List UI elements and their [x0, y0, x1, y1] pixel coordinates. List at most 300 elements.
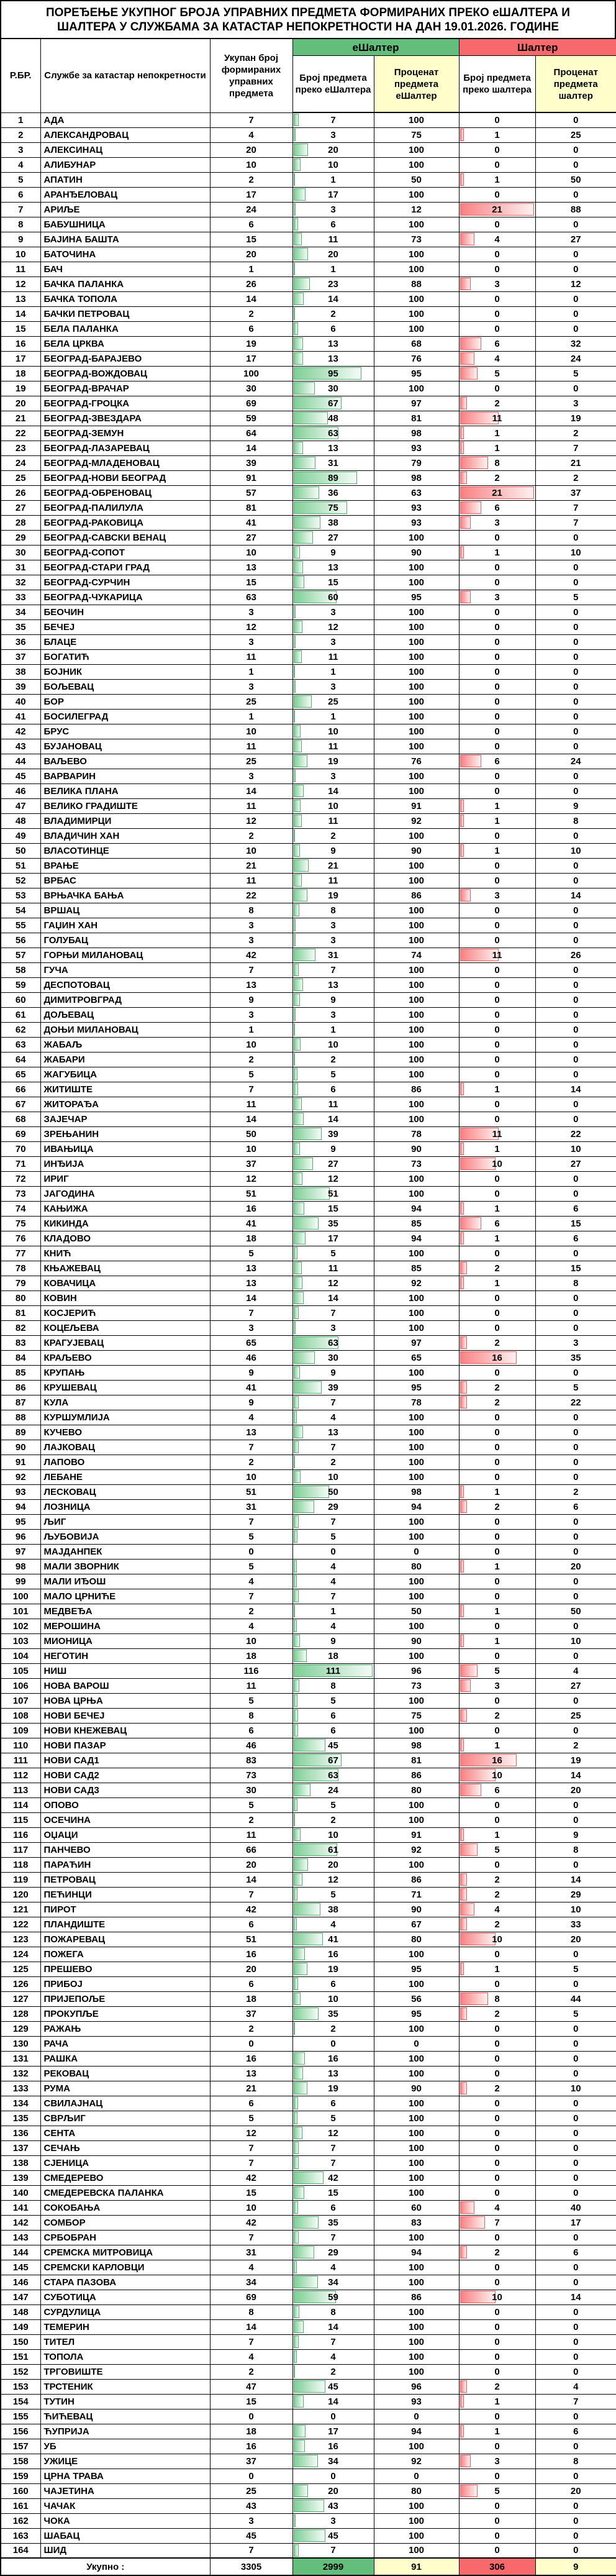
- green-data-bar: [294, 1277, 302, 1289]
- eshalter-percent: 100: [374, 769, 459, 783]
- eshalter-count: [292, 2111, 374, 2126]
- eshalter-count: [292, 500, 374, 515]
- green-data-bar: [294, 755, 307, 767]
- total-formed-count: 4: [210, 1574, 292, 1589]
- table-row: [1, 649, 616, 664]
- table-row: [1, 455, 616, 470]
- service-name: ТИТЕЛ: [40, 2334, 210, 2349]
- eshalter-count: [292, 2349, 374, 2364]
- shalter-count-value: 0: [494, 293, 500, 304]
- shalter-count: [459, 1037, 535, 1052]
- row-number: 12: [1, 276, 40, 291]
- shalter-count: [459, 2513, 535, 2528]
- red-data-bar: [460, 1963, 464, 1975]
- service-name: НОВА ВАРОШ: [40, 1678, 210, 1693]
- green-data-bar: [294, 218, 298, 231]
- shalter-percent: 0: [535, 2111, 616, 2126]
- shalter-count-value: 2: [494, 1710, 500, 1721]
- total-formed-count: 16: [210, 2051, 292, 2066]
- eshalter-count: [292, 127, 374, 142]
- shalter-percent: 24: [535, 754, 616, 769]
- shalter-count: [459, 1425, 535, 1440]
- service-name: СРЕМСКА МИТРОВИЦА: [40, 2245, 210, 2260]
- shalter-count-value: 0: [494, 1441, 500, 1453]
- eshalter-count-value: 5: [330, 2112, 336, 2124]
- table-row: [1, 1156, 616, 1171]
- shalter-count: [459, 1484, 535, 1499]
- total-formed-count: 4: [210, 2260, 292, 2275]
- eshalter-percent: 98: [374, 1484, 459, 1499]
- eshalter-percent: 100: [374, 1290, 459, 1305]
- shalter-count-value: 0: [494, 1307, 500, 1318]
- shalter-count-value: 0: [494, 2336, 500, 2347]
- green-data-bar: [294, 606, 296, 618]
- total-formed-count: 43: [210, 2498, 292, 2513]
- eshalter-count-value: 111: [325, 1665, 341, 1676]
- shalter-count-value: 3: [494, 278, 500, 290]
- eshalter-count-value: 12: [328, 1173, 338, 1184]
- column-header-total: Укупан број формираних управних предмета: [210, 39, 292, 112]
- eshalter-count: [292, 1022, 374, 1037]
- shalter-percent: 0: [535, 1246, 616, 1261]
- eshalter-count: [292, 2364, 374, 2379]
- total-formed-count: 37: [210, 2454, 292, 2469]
- total-formed-count: 7: [210, 2140, 292, 2155]
- service-name: СЕЧАЊ: [40, 2140, 210, 2155]
- total-label: Укупно :: [1, 2558, 210, 2575]
- table-row: [1, 590, 616, 605]
- shalter-percent: 0: [535, 2319, 616, 2334]
- row-number: 46: [1, 783, 40, 798]
- eshalter-percent: 94: [374, 1231, 459, 1246]
- service-name: ЧОКА: [40, 2513, 210, 2528]
- eshalter-count-value: 10: [328, 1829, 338, 1840]
- shalter-count: [459, 1082, 535, 1097]
- green-data-bar: [294, 1008, 296, 1021]
- eshalter-count: [292, 426, 374, 441]
- total-formed-count: 66: [210, 1842, 292, 1857]
- eshalter-count: [292, 2066, 374, 2081]
- shalter-count: [459, 1708, 535, 1723]
- total-formed-count: 10: [210, 724, 292, 739]
- green-data-bar: [294, 516, 320, 529]
- row-number: 104: [1, 1648, 40, 1663]
- shalter-count: [459, 2483, 535, 2498]
- total-formed-count: 3: [210, 634, 292, 649]
- shalter-count: [459, 1947, 535, 1962]
- eshalter-percent: 100: [374, 739, 459, 754]
- service-name: СМЕДЕРЕВО: [40, 2170, 210, 2185]
- shalter-count-value: 0: [494, 1591, 500, 1602]
- shalter-count: [459, 918, 535, 933]
- green-data-bar: [294, 904, 299, 916]
- shalter-percent: 10: [535, 1633, 616, 1648]
- eshalter-count: [292, 1440, 374, 1455]
- shalter-count: [459, 291, 535, 306]
- shalter-count: [459, 351, 535, 366]
- green-data-bar: [294, 993, 300, 1006]
- shalter-count-value: 1: [494, 442, 500, 454]
- eshalter-count-value: 3: [330, 681, 336, 692]
- green-data-bar: [294, 1426, 303, 1438]
- eshalter-count-value: 11: [328, 1263, 338, 1274]
- shalter-percent: 2: [535, 1484, 616, 1499]
- eshalter-percent: 100: [374, 2111, 459, 2126]
- total-formed-count: 5: [210, 1246, 292, 1261]
- shalter-percent: 0: [535, 1544, 616, 1559]
- total-formed-count: 37: [210, 2006, 292, 2021]
- service-name: КЛАДОВО: [40, 1231, 210, 1246]
- eshalter-count: [292, 2409, 374, 2424]
- shalter-percent: 0: [535, 2304, 616, 2319]
- shalter-count-value: 1: [494, 1829, 500, 1840]
- total-formed-count: 21: [210, 858, 292, 873]
- eshalter-count-value: 4: [330, 2262, 336, 2273]
- row-number: 4: [1, 157, 40, 172]
- shalter-count: [459, 1440, 535, 1455]
- shalter-percent: 0: [535, 2170, 616, 2185]
- eshalter-count-value: 3: [330, 770, 336, 782]
- eshalter-percent: 90: [374, 1902, 459, 1917]
- total-formed-count: 15: [210, 575, 292, 590]
- shalter-count-value: 0: [494, 144, 500, 155]
- eshalter-count-value: 61: [328, 1844, 338, 1855]
- eshalter-percent: 100: [374, 1067, 459, 1082]
- total-formed-count: 10: [210, 1633, 292, 1648]
- shalter-count-value: 0: [494, 1948, 500, 1960]
- eshalter-count: [292, 2021, 374, 2036]
- shalter-count: [459, 202, 535, 217]
- shalter-count-value: 0: [494, 1248, 500, 1259]
- red-data-bar: [460, 1665, 478, 1677]
- eshalter-count-value: 50: [328, 1486, 338, 1497]
- eshalter-percent: 56: [374, 1991, 459, 2006]
- shalter-count: [459, 2349, 535, 2364]
- total-formed-count: 25: [210, 694, 292, 709]
- total-formed-count: 8: [210, 903, 292, 918]
- service-name: ПИРОТ: [40, 1902, 210, 1917]
- table-row: [1, 1440, 616, 1455]
- green-data-bar: [294, 1068, 297, 1080]
- shalter-percent: 12: [535, 276, 616, 291]
- eshalter-count-value: 12: [328, 1277, 338, 1289]
- eshalter-count-value: 9: [330, 1635, 336, 1647]
- shalter-count: [459, 560, 535, 575]
- service-name: СРБОБРАН: [40, 2230, 210, 2245]
- table-row: [1, 321, 616, 336]
- total-formed-count: 2: [210, 2021, 292, 2036]
- eshalter-percent: 75: [374, 127, 459, 142]
- shalter-count-value: 0: [494, 532, 500, 543]
- table-row: [1, 276, 616, 291]
- row-number: 67: [1, 1097, 40, 1112]
- eshalter-percent: 86: [374, 1082, 459, 1097]
- eshalter-percent: 100: [374, 2126, 459, 2140]
- eshalter-count-value: 15: [328, 577, 338, 588]
- green-data-bar: [294, 1635, 300, 1647]
- red-data-bar: [460, 1202, 464, 1215]
- table-row: [1, 2081, 616, 2096]
- shalter-count: [459, 1887, 535, 1902]
- total-formed-count: 22: [210, 888, 292, 903]
- red-data-bar: [460, 1217, 481, 1230]
- green-data-bar: [294, 1441, 299, 1453]
- service-name: БЕЛА ПАЛАНКА: [40, 321, 210, 336]
- total-formed-count: 9: [210, 1365, 292, 1380]
- shalter-count: [459, 441, 535, 455]
- total-formed-count: 3: [210, 769, 292, 783]
- shalter-count: [459, 2126, 535, 2140]
- table-row: [1, 2334, 616, 2349]
- total-formed-count: 3: [210, 605, 292, 619]
- eshalter-count-value: 51: [328, 1188, 338, 1199]
- shalter-percent: 0: [535, 247, 616, 262]
- service-name: ОЏАЦИ: [40, 1827, 210, 1842]
- shalter-count: [459, 1126, 535, 1141]
- eshalter-count-value: 2: [330, 2366, 336, 2377]
- eshalter-count-value: 45: [328, 1740, 338, 1751]
- eshalter-count-value: 34: [328, 2277, 338, 2288]
- table-row: [1, 2111, 616, 2126]
- table-row: [1, 1514, 616, 1529]
- total-formed-count: 6: [210, 1917, 292, 1932]
- service-name: ЧАЧАК: [40, 2498, 210, 2513]
- total-formed-count: 5: [210, 1067, 292, 1082]
- shalter-count: [459, 575, 535, 590]
- eshalter-count: [292, 1276, 374, 1290]
- eshalter-count: [292, 1529, 374, 1544]
- eshalter-count-value: 45: [328, 2530, 338, 2541]
- shalter-count-value: 0: [494, 934, 500, 946]
- eshalter-count-value: 35: [328, 1218, 338, 1229]
- total-formed-count: 0: [210, 1544, 292, 1559]
- eshalter-count: [292, 2200, 374, 2215]
- shalter-percent: 0: [535, 828, 616, 843]
- red-data-bar: [460, 1635, 464, 1647]
- shalter-count-value: 0: [494, 905, 500, 916]
- table-row: [1, 2051, 616, 2066]
- shalter-percent: 10: [535, 2081, 616, 2096]
- red-data-bar: [460, 1709, 467, 1722]
- table-row: [1, 2021, 616, 2036]
- shalter-count-value: 1: [494, 1963, 500, 1975]
- eshalter-count-value: 63: [328, 1770, 338, 1781]
- table-row: [1, 1768, 616, 1783]
- total-formed-count: 7: [210, 112, 292, 127]
- shalter-count: [459, 381, 535, 396]
- row-number: 58: [1, 962, 40, 977]
- eshalter-count: [292, 2036, 374, 2051]
- green-data-bar: [294, 1709, 298, 1722]
- green-data-bar: [294, 934, 296, 946]
- eshalter-percent: 0: [374, 1544, 459, 1559]
- red-data-bar: [460, 755, 481, 767]
- eshalter-percent: 65: [374, 1350, 459, 1365]
- red-data-bar: [460, 2425, 464, 2437]
- eshalter-count-value: 8: [330, 2306, 336, 2318]
- eshalter-count: [292, 1469, 374, 1484]
- eshalter-count-value: 14: [328, 1292, 338, 1304]
- eshalter-count-value: 11: [328, 815, 338, 826]
- table-row: [1, 1648, 616, 1663]
- row-number: 138: [1, 2155, 40, 2170]
- eshalter-percent: 100: [374, 2140, 459, 2155]
- green-data-bar: [294, 1500, 314, 1513]
- green-data-bar: [294, 144, 308, 156]
- shalter-percent: 0: [535, 187, 616, 202]
- shalter-count-value: 0: [494, 1471, 500, 1482]
- shalter-count-value: 0: [494, 2112, 500, 2124]
- table-row: [1, 1484, 616, 1499]
- eshalter-percent: 100: [374, 918, 459, 933]
- eshalter-count-value: 13: [328, 353, 338, 364]
- shalter-count-value: 1: [494, 1277, 500, 1289]
- eshalter-percent: 100: [374, 1529, 459, 1544]
- eshalter-percent: 98: [374, 1738, 459, 1753]
- row-number: 60: [1, 992, 40, 1007]
- eshalter-percent: 100: [374, 2334, 459, 2349]
- table-row: [1, 1544, 616, 1559]
- service-name: НОВИ САД3: [40, 1783, 210, 1797]
- shalter-count-value: 10: [492, 2291, 502, 2303]
- eshalter-percent: 100: [374, 1693, 459, 1708]
- table-row: [1, 187, 616, 202]
- service-name: ПАРАЋИН: [40, 1857, 210, 1872]
- shalter-count-value: 0: [494, 696, 500, 707]
- red-data-bar: [460, 889, 471, 902]
- shalter-count: [459, 977, 535, 992]
- red-data-bar: [460, 800, 464, 812]
- table-row: [1, 2319, 616, 2334]
- red-data-bar: [460, 1262, 467, 1274]
- eshalter-percent: 100: [374, 2096, 459, 2111]
- shalter-percent: 0: [535, 1797, 616, 1812]
- total-formed-count: 7: [210, 962, 292, 977]
- service-name: АРАНЂЕЛОВАЦ: [40, 187, 210, 202]
- total-formed-count: 65: [210, 1335, 292, 1350]
- service-name: ЋИЋЕВАЦ: [40, 2409, 210, 2424]
- row-number: 1: [1, 112, 40, 127]
- service-name: БЕОГРАД-НОВИ БЕОГРАД: [40, 470, 210, 485]
- green-data-bar: [294, 1486, 329, 1498]
- green-data-bar: [294, 1292, 304, 1304]
- shalter-count-value: 0: [494, 1978, 500, 1989]
- row-number: 76: [1, 1231, 40, 1246]
- eshalter-count-value: 1: [330, 263, 336, 275]
- row-number: 27: [1, 500, 40, 515]
- row-number: 68: [1, 1112, 40, 1126]
- eshalter-percent: 100: [374, 619, 459, 634]
- shalter-count: [459, 873, 535, 888]
- table-row: [1, 1276, 616, 1290]
- shalter-percent: 50: [535, 1604, 616, 1619]
- service-name: БЕОГРАД-СТАРИ ГРАД: [40, 560, 210, 575]
- total-formed-count: 42: [210, 1902, 292, 1917]
- eshalter-count: [292, 1216, 374, 1231]
- shalter-count-value: 0: [494, 2470, 500, 2482]
- row-number: 99: [1, 1574, 40, 1589]
- eshalter-count: [292, 754, 374, 769]
- shalter-count: [459, 1231, 535, 1246]
- shalter-percent: 0: [535, 1693, 616, 1708]
- shalter-count: [459, 1335, 535, 1350]
- shalter-count: [459, 858, 535, 873]
- shalter-count-value: 0: [494, 2441, 500, 2452]
- eshalter-count: [292, 1887, 374, 1902]
- table-row: [1, 2409, 616, 2424]
- total-formed-count: 20: [210, 247, 292, 262]
- eshalter-count: [292, 828, 374, 843]
- eshalter-count-value: 1: [330, 1605, 336, 1617]
- shalter-count-value: 0: [494, 2172, 500, 2183]
- table-row: [1, 1589, 616, 1604]
- shalter-count: [459, 1872, 535, 1887]
- shalter-count: [459, 1812, 535, 1827]
- row-number: 112: [1, 1768, 40, 1783]
- shalter-count: [459, 2245, 535, 2260]
- service-name: БОГАТИЋ: [40, 649, 210, 664]
- eshalter-percent: 100: [374, 1410, 459, 1425]
- shalter-count: [459, 1783, 535, 1797]
- green-data-bar: [294, 889, 307, 902]
- service-name: МЕДВЕЂА: [40, 1604, 210, 1619]
- eshalter-count: [292, 1320, 374, 1335]
- total-formed-count: 13: [210, 1276, 292, 1290]
- eshalter-count-value: 38: [328, 517, 338, 528]
- green-data-bar: [294, 1351, 315, 1364]
- shalter-percent: 26: [535, 948, 616, 962]
- table-row: [1, 515, 616, 530]
- shalter-count: [459, 1902, 535, 1917]
- shalter-count-value: 0: [494, 2277, 500, 2288]
- shalter-count: [459, 664, 535, 679]
- shalter-count: [459, 2066, 535, 2081]
- shalter-count: [459, 485, 535, 500]
- row-number: 53: [1, 888, 40, 903]
- eshalter-count-value: 16: [328, 2053, 338, 2064]
- row-number: 39: [1, 679, 40, 694]
- row-number: 74: [1, 1201, 40, 1216]
- shalter-percent: 0: [535, 2021, 616, 2036]
- shalter-count: [459, 1141, 535, 1156]
- eshalter-percent: 88: [374, 276, 459, 291]
- row-number: 117: [1, 1842, 40, 1857]
- shalter-percent: 5: [535, 366, 616, 381]
- shalter-percent: 5: [535, 1380, 616, 1395]
- shalter-count: [459, 783, 535, 798]
- table-row: [1, 1425, 616, 1440]
- service-name: КЊАЖЕВАЦ: [40, 1261, 210, 1276]
- eshalter-count: [292, 1082, 374, 1097]
- table-row: [1, 2185, 616, 2200]
- total-formed-count: 10: [210, 157, 292, 172]
- red-data-bar: [460, 1918, 467, 1930]
- shalter-count: [459, 366, 535, 381]
- row-number: 62: [1, 1022, 40, 1037]
- table-row: [1, 127, 616, 142]
- green-data-bar: [294, 1530, 297, 1543]
- service-name: ПЕЋИНЦИ: [40, 1887, 210, 1902]
- service-name: КОСЈЕРИЋ: [40, 1305, 210, 1320]
- table-row: [1, 1738, 616, 1753]
- service-name: ЉИГ: [40, 1514, 210, 1529]
- service-name: БАЧКА ПАЛАНКА: [40, 276, 210, 291]
- eshalter-count: [292, 1857, 374, 1872]
- shalter-count-value: 0: [494, 308, 500, 319]
- shalter-count-value: 0: [494, 2023, 500, 2034]
- shalter-count: [459, 157, 535, 172]
- shalter-count-value: 2: [494, 2247, 500, 2258]
